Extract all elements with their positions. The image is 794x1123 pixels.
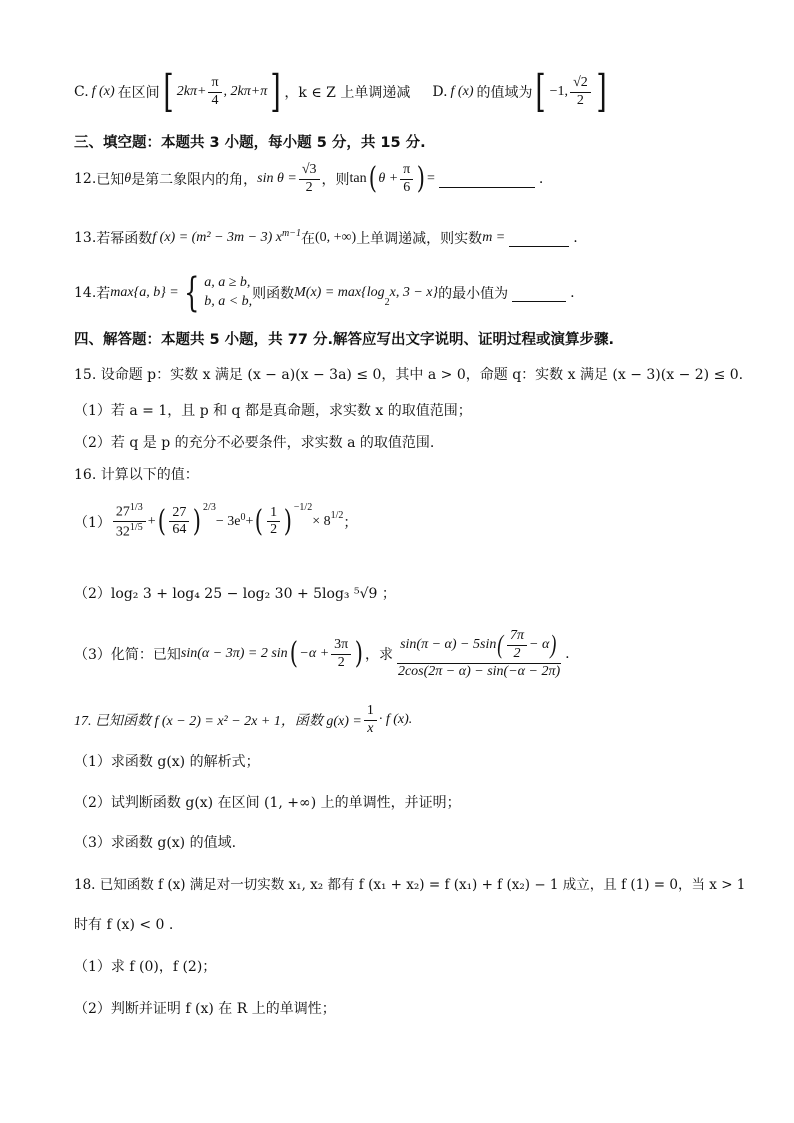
q13-fx: f (x) = (m² − 3m − 3) x xyxy=(152,230,282,245)
q13-text2: 在 xyxy=(300,231,315,247)
section-3-heading: 三、填空题：本题共 3 小题，每小题 5 分，共 15 分. xyxy=(74,135,426,151)
q12-theta: θ xyxy=(124,171,132,187)
sqrt3-over-2 xyxy=(299,162,320,197)
numerator: π xyxy=(400,162,413,180)
q14-case1: a, a ≥ b, xyxy=(204,275,251,291)
numerator xyxy=(113,502,146,522)
q15-sub2: （2）若 q 是 p 的充分不必要条件，求实数 a 的取值范围. xyxy=(74,435,435,451)
q16-big-frac xyxy=(395,628,563,680)
option-c-cond: ，k ∈ Z 上单调递减 xyxy=(284,85,411,101)
q18-sub2: （2）判断并证明 f (x) 在 R 上的单调性； xyxy=(74,1001,336,1017)
q16-half-exp: −1/2 xyxy=(293,502,313,513)
q16-sub2: （2）log₂ 3 + log₄ 25 − log₂ 30 + 5log₃ ⁵√9 ； xyxy=(74,586,396,602)
one-over-x xyxy=(364,703,377,738)
q16-sub3-end: . xyxy=(565,646,570,663)
q14-end: . xyxy=(570,285,575,301)
denominator: x xyxy=(367,720,374,736)
pi-over-6 xyxy=(400,162,413,197)
option-c-text: 在区间 xyxy=(117,85,160,101)
numerator: sin(π − α) − 5sin ( $\frac{7\pi}{2}$ − α ) xyxy=(397,628,561,664)
right-bracket: ] xyxy=(270,66,281,117)
denominator: 2 xyxy=(576,92,584,108)
numerator-b: − α xyxy=(529,636,550,652)
denominator: 64 xyxy=(172,522,187,538)
q12-text2: 是第二象限内的角， xyxy=(131,172,258,189)
q14-text3: 的最小值为 xyxy=(438,286,509,302)
q16-sub1-label: （1） xyxy=(74,514,111,531)
q12-text1: 已知 xyxy=(96,172,125,189)
numerator: √2 xyxy=(570,75,591,93)
option-c-interval-right: , 2kπ+π xyxy=(223,84,268,99)
paren-left: ( xyxy=(368,161,377,197)
q16-cond-a: sin(α − 3π) = 2 sin xyxy=(180,646,288,662)
q17-sub2: （2）试判断函数 g(x) 在区间 (1, +∞) 上的单调性，并证明； xyxy=(74,795,461,811)
q13-answer-blank[interactable] xyxy=(509,230,569,247)
denominator: 2 xyxy=(337,654,345,670)
right-bracket-d: ] xyxy=(596,66,607,117)
q14-M-end: x, 3 − x} xyxy=(389,285,439,300)
option-d-text: 的值域为 xyxy=(476,85,533,101)
q16-plus: + xyxy=(245,513,254,529)
paren-right: ) xyxy=(193,503,202,539)
q16-ask: ，求 xyxy=(364,647,393,664)
q17-text-b: · f (x). xyxy=(378,712,413,728)
q14-sub: 2 xyxy=(384,297,390,308)
pi-over-4 xyxy=(208,75,221,110)
q14-case2: b, a < b, xyxy=(204,294,253,309)
q13-exp: m−1 xyxy=(282,228,301,239)
q15-sub1: （1）若 a = 1，且 p 和 q 都是真命题，求实数 x 的取值范围； xyxy=(74,403,472,419)
q14-M: M(x) = max{log xyxy=(294,285,385,300)
q12-theta-plus: θ + xyxy=(378,171,399,187)
q14-max: max{a, b} = xyxy=(110,285,179,300)
left-bracket: [ xyxy=(163,66,174,117)
sqrt2-over-2 xyxy=(570,75,591,110)
seven-pi-over-2 xyxy=(507,628,527,663)
option-d-left: −1, xyxy=(549,84,569,99)
denominator: 2 xyxy=(305,179,313,195)
numerator: 27 xyxy=(169,505,189,523)
denominator: 2 xyxy=(513,645,521,661)
paren-right: ) xyxy=(417,161,426,197)
denominator: 2cos(2π − α) − sin(−α − 2π) xyxy=(397,663,561,679)
numerator: 7π xyxy=(507,628,527,646)
paren-right: ) xyxy=(354,636,364,672)
q14-cases xyxy=(179,270,252,316)
option-c-label: C. xyxy=(74,84,89,100)
q17-text-a: 17. 已知函数 f (x − 2) = x² − 2x + 1，函数 g(x) = xyxy=(74,714,362,730)
denominator: 6 xyxy=(403,179,411,195)
q14-num: 14. xyxy=(74,285,97,301)
numerator: 1 xyxy=(364,703,377,721)
q16-line1: 16. 计算以下的值： xyxy=(74,467,199,483)
section-4-heading: 四、解答题：本题共 5 小题，共 77 分.解答应写出文字说明、证明过程或演算步骤. xyxy=(74,332,614,348)
q13-interval: (0, +∞) xyxy=(314,230,357,245)
q16-exp2: 2/3 xyxy=(203,502,216,513)
q11-options xyxy=(74,66,610,117)
q18-line1: 18. 已知函数 f (x) 满足对一切实数 x₁, x₂ 都有 f (x₁ + x₂) = f (x₁) + f (x₂) − 1 成立，且 f (1) = 0，当 x > 1 xyxy=(74,877,746,893)
q16-sub1: （1） $\frac{27^{1/3}}{32^{1/5}}$ + ( $\frac{27}{64}$ ) $^{2/3}$ − 3e $^0$ + ( $\frac{1}{2}$ ) $^{-1/2}$ × 8 $^{1/2}$ ； xyxy=(74,502,358,541)
q16-sub3 xyxy=(74,628,570,680)
q12-sin: sin θ = xyxy=(257,171,297,187)
q16-times: × 8 xyxy=(312,513,331,529)
base: 27 xyxy=(115,504,130,520)
option-c-interval-left: 2kπ+ xyxy=(176,84,207,99)
q16-sub1-end: ； xyxy=(343,514,358,531)
q16-cond-b: −α + xyxy=(299,646,330,662)
q18-line2: 时有 f (x) < 0 . xyxy=(74,917,174,933)
three-pi-over-2 xyxy=(331,637,351,672)
denominator xyxy=(113,522,146,541)
q16-mid: − 3e xyxy=(215,513,241,529)
paren-right: ) xyxy=(283,503,293,539)
q17-line1 xyxy=(74,703,412,738)
denominator: 2 xyxy=(270,522,278,538)
numerator: √3 xyxy=(299,162,320,180)
q18-sub1: （1）求 f (0)，f (2)； xyxy=(74,959,217,975)
paren-left: ( xyxy=(289,636,298,672)
q13-text3: 上单调递减，则实数 xyxy=(356,231,483,247)
q12-num: 12. xyxy=(74,171,97,188)
q13-num: 13. xyxy=(74,230,97,246)
q14-answer-blank[interactable] xyxy=(512,285,566,302)
q13-m: m = xyxy=(482,230,506,245)
option-d-func: f (x) xyxy=(450,84,474,99)
numerator: 3π xyxy=(331,637,351,655)
q12-answer-blank[interactable] xyxy=(439,171,535,188)
q13-end: . xyxy=(573,230,578,246)
q16-frac2 xyxy=(169,505,189,540)
exponent: 1/3 xyxy=(129,502,143,513)
q16-sub3-label: （3）化简：已知 xyxy=(74,647,181,664)
left-bracket-d: [ xyxy=(535,66,547,117)
q16-frac1 xyxy=(113,502,146,542)
numerator: π xyxy=(208,75,221,93)
q12: 12. 已知 θ 是第二象限内的角， sin θ = $\frac{√3}{2}$ ，则 tan ( θ + $\frac{\pi}{6}$ ) = . xyxy=(74,161,544,197)
option-d-label: D. xyxy=(432,84,448,100)
option-c-func: f (x) xyxy=(91,84,115,99)
left-brace: { xyxy=(183,270,200,316)
q14-text2: 则函数 xyxy=(252,286,295,302)
base: 32 xyxy=(115,525,130,541)
paren-left: ( xyxy=(157,503,166,539)
q14 xyxy=(74,270,575,316)
q13-text1: 若幂函数 xyxy=(96,231,153,247)
q12-tan: tan xyxy=(349,171,367,187)
q15-line1: 15. 设命题 p：实数 x 满足 (x − a)(x − 3a) ≤ 0，其中 a > 0，命题 q：实数 x 满足 (x − 3)(x − 2) ≤ 0. xyxy=(74,367,744,383)
q14-text1: 若 xyxy=(96,286,111,302)
denominator: 4 xyxy=(211,92,219,108)
q16-half xyxy=(267,505,280,540)
q16-e-exp: 0 xyxy=(240,512,246,523)
numerator: 1 xyxy=(267,505,280,523)
paren-left: ( xyxy=(255,503,264,539)
q17-sub1: （1）求函数 g(x) 的解析式； xyxy=(74,754,260,770)
q17-sub3: （3）求函数 g(x) 的值域. xyxy=(74,835,237,851)
q12-eq: = xyxy=(426,171,435,187)
q13 xyxy=(74,228,578,248)
q12-text3: ，则 xyxy=(321,172,350,189)
q16-8-exp: 1/2 xyxy=(330,510,344,521)
exponent: 1/5 xyxy=(129,522,143,534)
numerator-a: sin(π − α) − 5sin xyxy=(400,636,497,652)
